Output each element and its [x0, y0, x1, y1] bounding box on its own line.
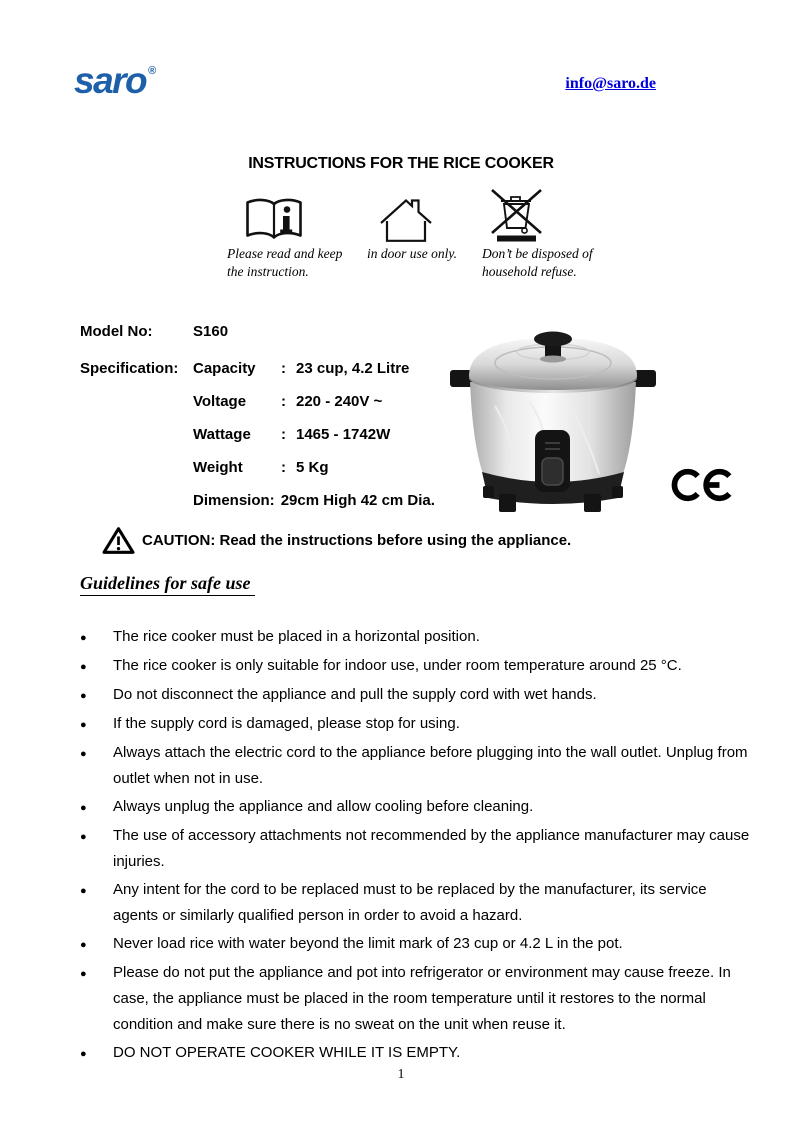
no-household-waste-bin-icon [488, 188, 546, 242]
brand-logo [74, 60, 157, 102]
spec-row [193, 426, 435, 446]
cook-switch [542, 458, 563, 485]
spec-colon: : [281, 459, 286, 476]
spec-colon: : [281, 360, 286, 377]
model-value: S160 [193, 323, 229, 340]
guidelines-list [80, 624, 752, 1069]
bullet-icon [80, 1040, 113, 1067]
guideline-item [80, 1040, 752, 1067]
guideline-text: DO NOT OPERATE COOKER WHILE IT IS EMPTY. [113, 1044, 461, 1061]
guideline-item [80, 711, 752, 738]
guideline-item [80, 740, 752, 792]
guideline-text: If the supply cord is damaged, please stop for using. [113, 715, 460, 732]
waste-disposal-block [482, 192, 604, 280]
bullet-icon [80, 711, 113, 738]
model-row [80, 323, 435, 343]
caution-row [102, 526, 571, 555]
read-manual-block [227, 192, 359, 280]
guideline-item [80, 653, 752, 680]
guideline-text: Please do not put the appliance and pot into refrigerator or environment may cause freeze. In case, the appliance must be placed in the room temperature until it restores to the normal condition and make sure there is no sweat on the unit when reuse it. [113, 964, 731, 1033]
spec-colon: : [281, 393, 286, 410]
warning-triangle-icon [102, 526, 135, 555]
spec-value: 23 cup, 4.2 Litre [296, 360, 410, 377]
bullet-icon [80, 624, 113, 651]
spec-name: Weight [193, 459, 243, 476]
spec-value: 29cm High 42 cm Dia. [280, 492, 435, 509]
specification-label: Specification: [80, 360, 179, 377]
bullet-icon [80, 960, 113, 1038]
ce-mark [671, 466, 735, 509]
document-title: INSTRUCTIONS FOR THE RICE COOKER [248, 155, 554, 172]
spec-row [193, 393, 435, 413]
guideline-text: The rice cooker must be placed in a horizontal position. [113, 628, 480, 645]
brand-logo-text: saro [74, 60, 147, 101]
guideline-item [80, 794, 752, 821]
guideline-item [80, 823, 752, 875]
page-number: 1 [397, 1066, 405, 1081]
spec-value: 220 - 240V ~ [296, 393, 383, 410]
spec-name: Capacity [193, 360, 256, 377]
guideline-text: The rice cooker is only suitable for indoor use, under room temperature around 25 °C. [113, 657, 682, 674]
guideline-text: Never load rice with water beyond the limit mark of 23 cup or 4.2 L in the pot. [113, 935, 623, 952]
guideline-text: Always unplug the appliance and allow cooling before cleaning. [113, 798, 534, 815]
guideline-item [80, 960, 752, 1038]
guidelines-heading: Guidelines for safe use [80, 573, 255, 596]
bullet-icon [80, 931, 113, 958]
spec-name: Dimension: [193, 492, 275, 509]
rice-cooker-image [449, 326, 657, 529]
guideline-text: Any intent for the cord to be replaced must to be replaced by the manufacturer, its service agents or similarly qualified person in order to avoid a hazard. [113, 881, 707, 924]
spec-name: Wattage [193, 426, 251, 443]
bullet-icon [80, 877, 113, 929]
spec-name: Voltage [193, 393, 247, 410]
bullet-icon [80, 653, 113, 680]
guideline-item [80, 624, 752, 651]
contact-email-link[interactable]: info@saro.de [565, 75, 656, 92]
bullet-icon [80, 740, 113, 792]
guideline-item [80, 931, 752, 958]
waste-disposal-caption: Don’t be disposed of household refuse. [482, 246, 593, 279]
spec-row [193, 459, 435, 479]
indoor-use-house-icon [375, 194, 437, 242]
indoor-use-caption: in door use only. [367, 246, 457, 261]
guideline-text: The use of accessory attachments not recommended by the appliance manufacturer may cause injuries. [113, 827, 750, 870]
registered-trademark-icon: ® [148, 64, 157, 77]
spec-row [193, 492, 435, 512]
spec-value: 1465 - 1742W [296, 426, 391, 443]
bullet-icon [80, 823, 113, 875]
spec-colon: : [281, 426, 286, 443]
model-label: Model No: [80, 323, 153, 340]
guideline-item [80, 877, 752, 929]
caution-text: CAUTION: Read the instructions before using the appliance. [142, 532, 572, 549]
bullet-icon [80, 682, 113, 709]
guideline-item [80, 682, 752, 709]
specification-rows [193, 360, 435, 525]
bullet-icon [80, 794, 113, 821]
guideline-text: Do not disconnect the appliance and pull the supply cord with wet hands. [113, 686, 597, 703]
read-manual-caption: Please read and keep the instruction. [227, 246, 343, 279]
specification-section [80, 323, 435, 525]
guideline-text: Always attach the electric cord to the appliance before plugging into the wall outlet. Unplug from outlet when not in use. [113, 744, 748, 787]
spec-value: 5 Kg [296, 459, 329, 476]
spec-row [193, 360, 435, 380]
read-manual-book-icon [243, 196, 305, 242]
indoor-use-block [367, 192, 489, 263]
